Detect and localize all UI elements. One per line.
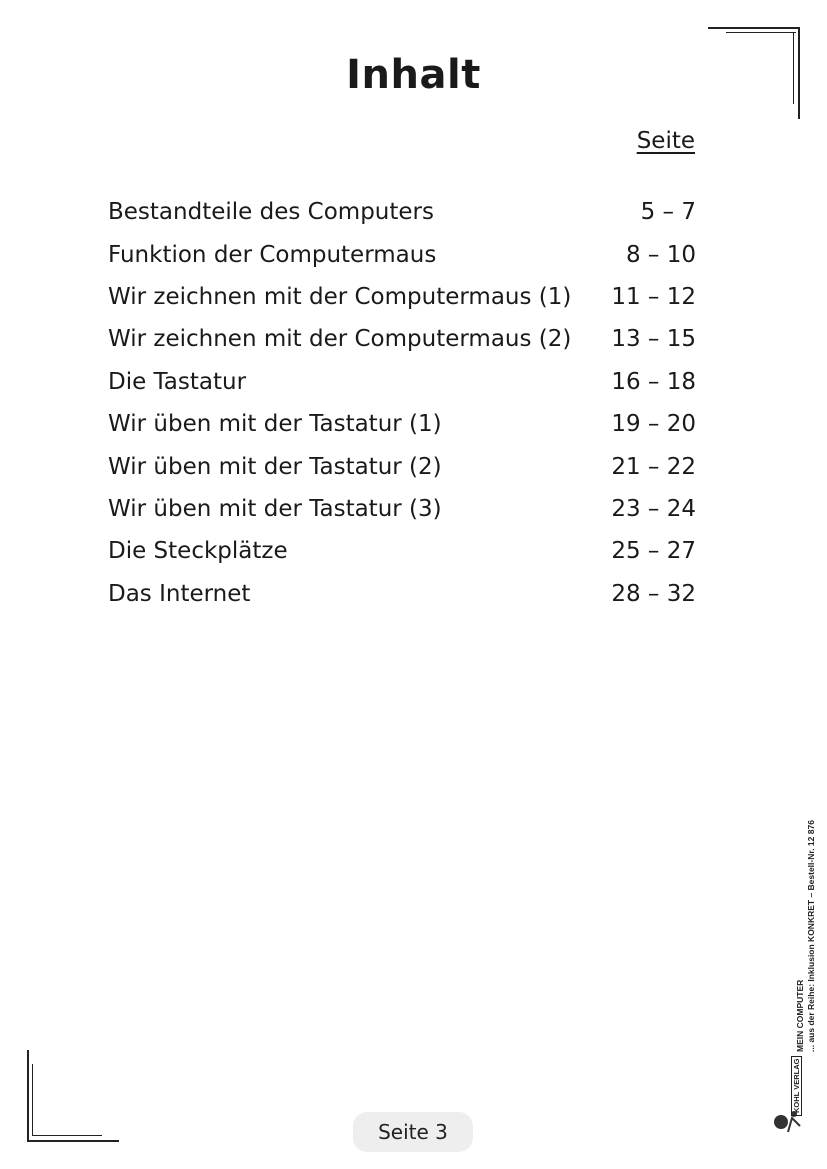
toc-row [108,318,696,360]
page-title: Inhalt [346,52,481,98]
toc-row [108,488,696,530]
toc-title: Wir zeichnen mit der Computermaus (1) [108,283,572,310]
toc-title: Die Tastatur [108,368,247,395]
toc-pages: 5 – 7 [640,199,696,226]
page-number-badge: Seite 3 [353,1112,473,1152]
publisher-name: KOHL VERLAG [791,1056,802,1116]
toc-title: Die Steckplätze [108,538,288,565]
corner-frame-bottom-left [27,1050,119,1142]
toc-pages: 19 – 20 [611,411,696,438]
toc-row [108,233,696,275]
toc-row [108,573,696,615]
toc-title: Wir üben mit der Tastatur (1) [108,411,442,438]
toc-row [108,445,696,487]
toc-title: Bestandteile des Computers [108,199,434,226]
toc-pages: 28 – 32 [611,580,696,607]
toc-title: Wir üben mit der Tastatur (3) [108,495,442,522]
toc-title: Wir üben mit der Tastatur (2) [108,453,442,480]
toc-pages: 21 – 22 [611,453,696,480]
toc-pages: 11 – 12 [611,283,696,310]
toc-title: Funktion der Computermaus [108,241,437,268]
series-title: MEIN COMPUTER [795,979,805,1052]
toc-pages: 8 – 10 [625,241,696,268]
toc-pages: 16 – 18 [611,368,696,395]
toc-title: Wir zeichnen mit der Computermaus (2) [108,326,572,353]
toc-pages: 25 – 27 [611,538,696,565]
page-column-header: Seite [636,128,695,154]
toc-row [108,191,696,233]
toc-pages: 13 – 15 [611,326,696,353]
series-info [795,820,817,1052]
toc-pages: 23 – 24 [611,495,696,522]
toc-title: Das Internet [108,580,251,607]
table-of-contents [108,191,696,615]
toc-row [108,530,696,572]
toc-row [108,361,696,403]
toc-row [108,403,696,445]
series-order-info: ... aus der Reihe: Inklusion KONKRET – Bestell-Nr. 12 876 [806,820,816,1052]
toc-row [108,276,696,318]
